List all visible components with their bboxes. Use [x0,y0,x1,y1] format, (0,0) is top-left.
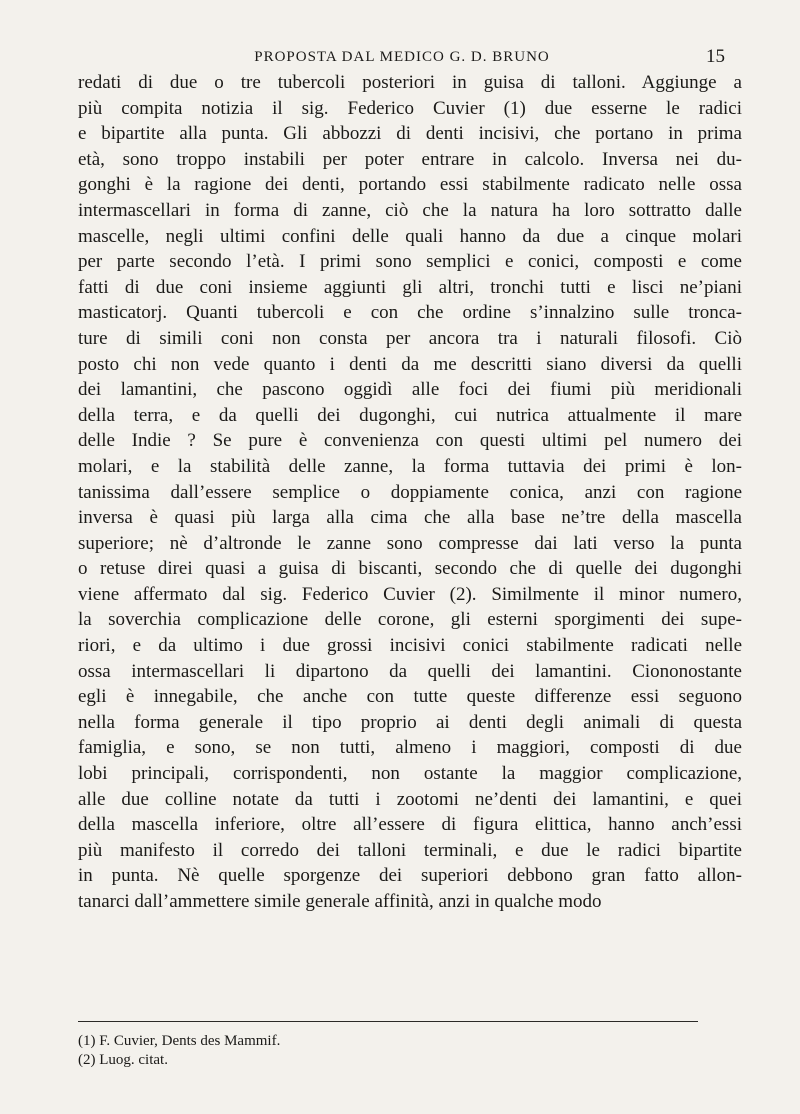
text-line: gonghi è la ragione dei denti, portando essi stabilmente radicato nelle ossa [78,174,742,196]
text-line: inversa è quasi più larga alla cima che alla base ne’tre della mascella [78,507,742,529]
text-line: o retuse direi quasi a guisa di biscanti, secondo che di quelle dei dugonghi [78,558,742,580]
text-line: della mascella inferiore, oltre all’essere di figura elittica, hanno anch’essi [78,814,742,836]
footnotes [78,1032,698,1070]
text-line: e bipartite alla punta. Gli abbozzi di denti incisivi, che portano in prima [78,123,742,145]
text-line: per parte secondo l’età. I primi sono semplici e conici, composti e come [78,251,742,273]
text-line: età, sono troppo instabili per poter entrare in calcolo. Inversa nei du- [78,148,742,170]
footnote-rule [78,1021,698,1022]
text-line: ossa intermascellari li dipartono da quelli dei lamantini. Ciononostante [78,660,742,682]
text-line: lobi principali, corrispondenti, non ostante la maggior complicazione, [78,763,742,785]
footnote: (1) F. Cuvier, Dents des Mammif. [78,1033,281,1049]
running-head: PROPOSTA DAL MEDICO G. D. BRUNO [254,49,550,65]
text-line: la soverchia complicazione delle corone, gli esterni sporgimenti dei supe- [78,609,742,631]
text-line: riori, e da ultimo i due grossi incisivi conici stabilmente radicati nelle [78,635,742,657]
text-line: più manifesto il corredo dei talloni terminali, e due le radici bipartite [78,839,742,861]
text-line: viene affermato dal sig. Federico Cuvier (2). Similmente il minor numero, [78,583,742,605]
text-line: delle Indie ? Se pure è convenienza con questi ultimi pel numero dei [78,430,742,452]
text-line: tanarci dall’ammettere simile generale affinità, anzi in qualche modo [78,891,602,912]
text-line: intermascellari in forma di zanne, ciò che la natura ha loro sottratto dalle [78,199,742,221]
text-line: nella forma generale il tipo proprio ai denti degli animali di questa [78,711,742,733]
text-line: alle due colline notate da tutti i zootomi ne’denti dei lamantini, e quei [78,788,742,810]
text-line: dei lamantini, che pascono oggidì alle foci dei fiumi più meridionali [78,379,742,401]
text-line: in punta. Nè quelle sporgenze dei superiori debbono gran fatto allon- [78,865,742,887]
footnote: (2) Luog. citat. [78,1052,168,1068]
text-line: redati di due o tre tubercoli posteriori in guisa di talloni. Aggiunge a [78,72,742,93]
text-line: superiore; nè d’altronde le zanne sono compresse dai lati verso la punta [78,532,742,554]
page-number: 15 [706,46,725,67]
text-line: egli è innegabile, che anche con tutte queste differenze essi seguono [78,686,742,708]
text-line: fatti di due coni insieme aggiunti gli altri, tronchi tutti e lisci ne’piani [78,276,742,298]
text-line: molari, e la stabilità delle zanne, la forma tuttavia dei primi è lon- [78,455,742,477]
text-line: tanissima dall’essere semplice o doppiamente conica, anzi con ragione [78,481,742,503]
text-line: famiglia, e sono, se non tutti, almeno i maggiori, composti di due [78,737,742,759]
text-line: più compita notizia il sig. Federico Cuvier (1) due esserne le radici [78,97,742,119]
body-text [78,70,742,915]
text-line: ture di simili coni non consta per ancora tra i naturali filosofi. Ciò [78,327,742,349]
text-line: mascelle, negli ultimi confini delle quali hanno da due a cinque molari [78,225,742,247]
text-line: masticatorj. Quanti tubercoli e con che ordine s’innalzino sulle tronca- [78,302,742,324]
text-line: della terra, e da quelli dei dugonghi, cui nutrica attualmente il mare [78,404,742,426]
text-line: posto chi non vede quanto i denti da me descritti siano diversi da quelli [78,353,742,375]
